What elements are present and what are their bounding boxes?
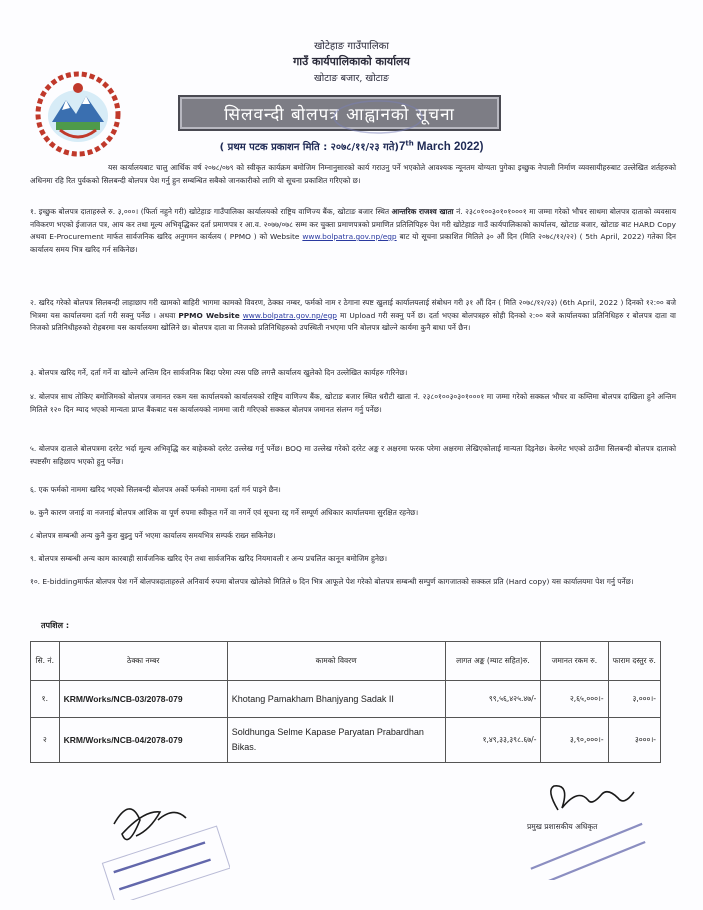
col-security: जमानत रकम रु. bbox=[541, 642, 608, 681]
condition-3: ३. बोलपत्र खरिद गर्ने, दर्ता गर्ने वा खोल्ने अन्तिम दिन सार्वजनिक बिदा परेमा त्यस पछि लगत्तै कार्यालय खुलेको दिन उल्लेखित कार्यहरु गरिनेछ। bbox=[30, 368, 408, 377]
intro-paragraph: यस कार्यालयबाट चालु आर्थिक वर्ष २०७८/०७९ को स्वीकृत कार्यक्रम बमोजिम निम्नानुसारको कार्य गराउनु पर्ने भएकोले आवश्यक न्यूनतम योग्यता पुगेका इच्छुक नेपाली निर्माण व्यवसायीहरुबाट उल्लेखित शर्तहरुको अधिनमा रहि रित पुर्वकको सिलबन्दी बोलपत्र पेश गर्नु हुन सम्बन्धित सबैको जानकारीको लागि यो सूचना प्रकाशित गरिएको छ। bbox=[30, 163, 676, 185]
condition-1: १. इच्छुक बोलपत्र दाताहरुले रु. ३,०००। (फिर्ता नहुने गरी) खोटेहाङ गाउँपालिका कार्यालयको राष्ट्रिय वाणिज्य बैंक, खोटाङ बजार स्थित आन्तरिक राजश्व खाता नं. २३८०१००३०१०१०००१ मा जम्मा गरेको भौचर साथमा बोलपत्र दाताको व्यवसाय नविकरण भएको ईजाजत पत्र, आय कर तथा मूल्य अभिवृद्धिकर दर्ता प्रमाणपत्र र आ.व. २०७७/०७८ सम्म कर चुक्ता प्रमाणपत्रको प्रमाणित प्रतिलिपिहरु पेश गरी खोटेहाङ गाउँ कार्यपालिकाको कार्यालय, खोटाङ बजार, खोटाङ बाट HARD Copy अथवा E-Procurement मार्फत सार्वजनिक खरिद अनुगमन कार्यलय ( PPMO ) को Website www.bolpatra.gov.np/egp बाट यो सूचना प्रकाशित मितिले ३० औं दिन (मिति २०७८/१२/२२) ( 5th April, 2022) गतेका दिन कार्यालय समय भित्र खरिद गर्न सकिनेछ। bbox=[30, 207, 676, 254]
table-header-row bbox=[31, 642, 661, 681]
col-serial: सि. नं. bbox=[31, 642, 60, 681]
condition-8: ८ बोलपत्र सम्बन्धी अन्य कुनै कुरा बुझ्नु पर्ने भएमा कार्यालय समयभित्र सम्पर्क राख्न सकिनेछ। bbox=[30, 531, 276, 540]
bolpatra-link[interactable]: www.bolpatra.gov.np/egp bbox=[302, 232, 397, 241]
col-description: कामको विवरण bbox=[227, 642, 445, 681]
col-cost: लागत अङ्क (म्याट सहित)रु. bbox=[445, 642, 541, 681]
signatory-title: प्रमुख प्रशासकीय अधिकृत bbox=[527, 822, 598, 831]
table-row: १. KRM/Works/NCB-03/2078-079 Khotang Pamakham Bhanjyang Sadak II ९९,५६,४२५.४७/- २,६५,०००।- ३,०००।- bbox=[31, 681, 661, 718]
office-header bbox=[0, 38, 703, 84]
condition-4: ४. बोलपत्र साथ तोकिए बमोजिमको बोलपत्र जमानत रकम यस कार्यालयको कार्यालयको राष्ट्रिय वाणिज्य बैंक, खोटाङ बजार स्थित धरौटी खाता नं. २३८०१००३०३०१०००१ मा जम्मा गरेको सक्कल भौचर वा कम्तिमा बोलपत्र दाखिला हुने अन्तिम मितिले १२० दिन म्याद भएको मान्यता प्राप्त बैंकबाट यस कार्यालयको नाममा जारी गरिएको सक्कल बोलपत्र जमानत संलग्न गर्नु पर्नेछ। bbox=[30, 392, 676, 414]
col-contract-no: ठेक्का नम्बर bbox=[59, 642, 227, 681]
office-name: गाउँ कार्यपालिकाको कार्यालय bbox=[293, 55, 410, 68]
condition-9: ९. बोलपत्र सम्बन्धी अन्य काम कारबाही सार्वजनिक खरिद ऐन तथा सार्वजनिक खरिद नियमावली र अन्य प्रचलित कानून बमोजिम हुनेछ। bbox=[30, 554, 387, 563]
condition-7: ७. कुनै कारण जनाई वा नजनाई बोलपत्र आंशिक वा पूर्ण रुपमा स्वीकृत गर्ने वा नगर्ने एवं सूचना रद्द गर्ने सम्पूर्ण अधिकार कार्यालयमा सुरक्षित रहनेछ। bbox=[30, 508, 419, 517]
municipality-name: खोटेहाङ गाउँपालिका bbox=[314, 41, 389, 52]
publication-date: ( प्रथम पटक प्रकाशन मिति : २०७८/११/२३ गते)7th March 2022) bbox=[219, 139, 484, 153]
condition-2: २. खरिद गरेको बोलपत्र सिलबन्दी लाहाछाप गरी खामको बाहिरी भागमा कामको विवरण, ठेक्का नम्बर, फर्मको नाम र ठेगाना स्पष्ट खुलाई कार्यालयलाई संबोधन गरी ३१ औं दिन ( मिति २०७८/१२/२३) (6th April, 2022 ) दिनको १२:०० बजे भित्रमा यस कार्यालयमा दर्ता गरी सक्नु पर्नेछ । अथवा PPMO Website www.bolpatra.gov.np/egp मा Upload गरी सक्नु पर्ने छ। दर्ता भएका बोलपत्रहरु सोही दिनको २:०० बजे कार्यालयका प्रतिनिधिहरु र बोलपत्र दाता वा निजको प्रतिनिधीहरुको रोहबरमा यस कार्यालयमा खोलिने छ। बोलपत्र दाता वा निजको प्रतिनिधिहरुको उपस्थिती नभएमा पनि बोलपत्र खोल्ने कार्यमा कुनै बाधा पर्ने छैन। bbox=[30, 298, 676, 332]
tender-table bbox=[30, 641, 661, 763]
notice-title: सिलवन्दी बोलपत्र आह्वानको सूचना bbox=[178, 95, 501, 131]
office-address: खोटाङ बजार, खोटाङ bbox=[314, 73, 389, 84]
col-fee: फाराम दस्तुर रु. bbox=[608, 642, 660, 681]
bolpatra-link-2[interactable]: www.bolpatra.gov.np/egp bbox=[242, 310, 337, 320]
condition-10: १०. E-biddingमार्फत बोलपत्र पेश गर्ने बोलपत्रदाताहरुले अनिवार्य रुपमा बोलपत्र खोलेको मितिले ७ दिन भित्र आफूले पेश गरेको बोलपत्र सम्बन्धी सम्पुर्ण कागजातको सक्कल प्रति (Hard copy) यस कार्यालयमा पेश गर्नु पर्नेछ। bbox=[30, 577, 634, 586]
details-label: तपशिल : bbox=[41, 621, 70, 630]
office-stamp-icon bbox=[318, 95, 438, 139]
condition-6: ६. एक फर्मको नाममा खरिद भएको सिलबन्दी बोलपत्र अर्को फर्मको नाममा दर्ता गर्न पाइने छैन। bbox=[30, 485, 281, 494]
condition-5: ५. बोलपत्र दाताले बोलपत्रमा दररेट भर्दा मूल्य अभिवृद्धि कर बाहेकको दररेट उल्लेख गर्नु पर्नेछ। BOQ मा उल्लेख गरेको दररेट अङ्क र अक्षरमा फरक परेमा अक्षरमा लेखिएकोलाई मान्यता दिइनेछ। केरमेट भएको ठाउँमा सिलबन्दी बोलपत्र दाताको स्पष्टसँग सहिछाप भएको हुनु पर्नेछ। bbox=[30, 444, 676, 466]
engineer-signature-icon bbox=[100, 790, 230, 900]
table-row: २ KRM/Works/NCB-04/2078-079 Soldhunga Selme Kapase Paryatan Prabardhan Bikas. १,४९,३३,३९८.६७/- ३,९०,०००।- ३०००।- bbox=[31, 718, 661, 763]
